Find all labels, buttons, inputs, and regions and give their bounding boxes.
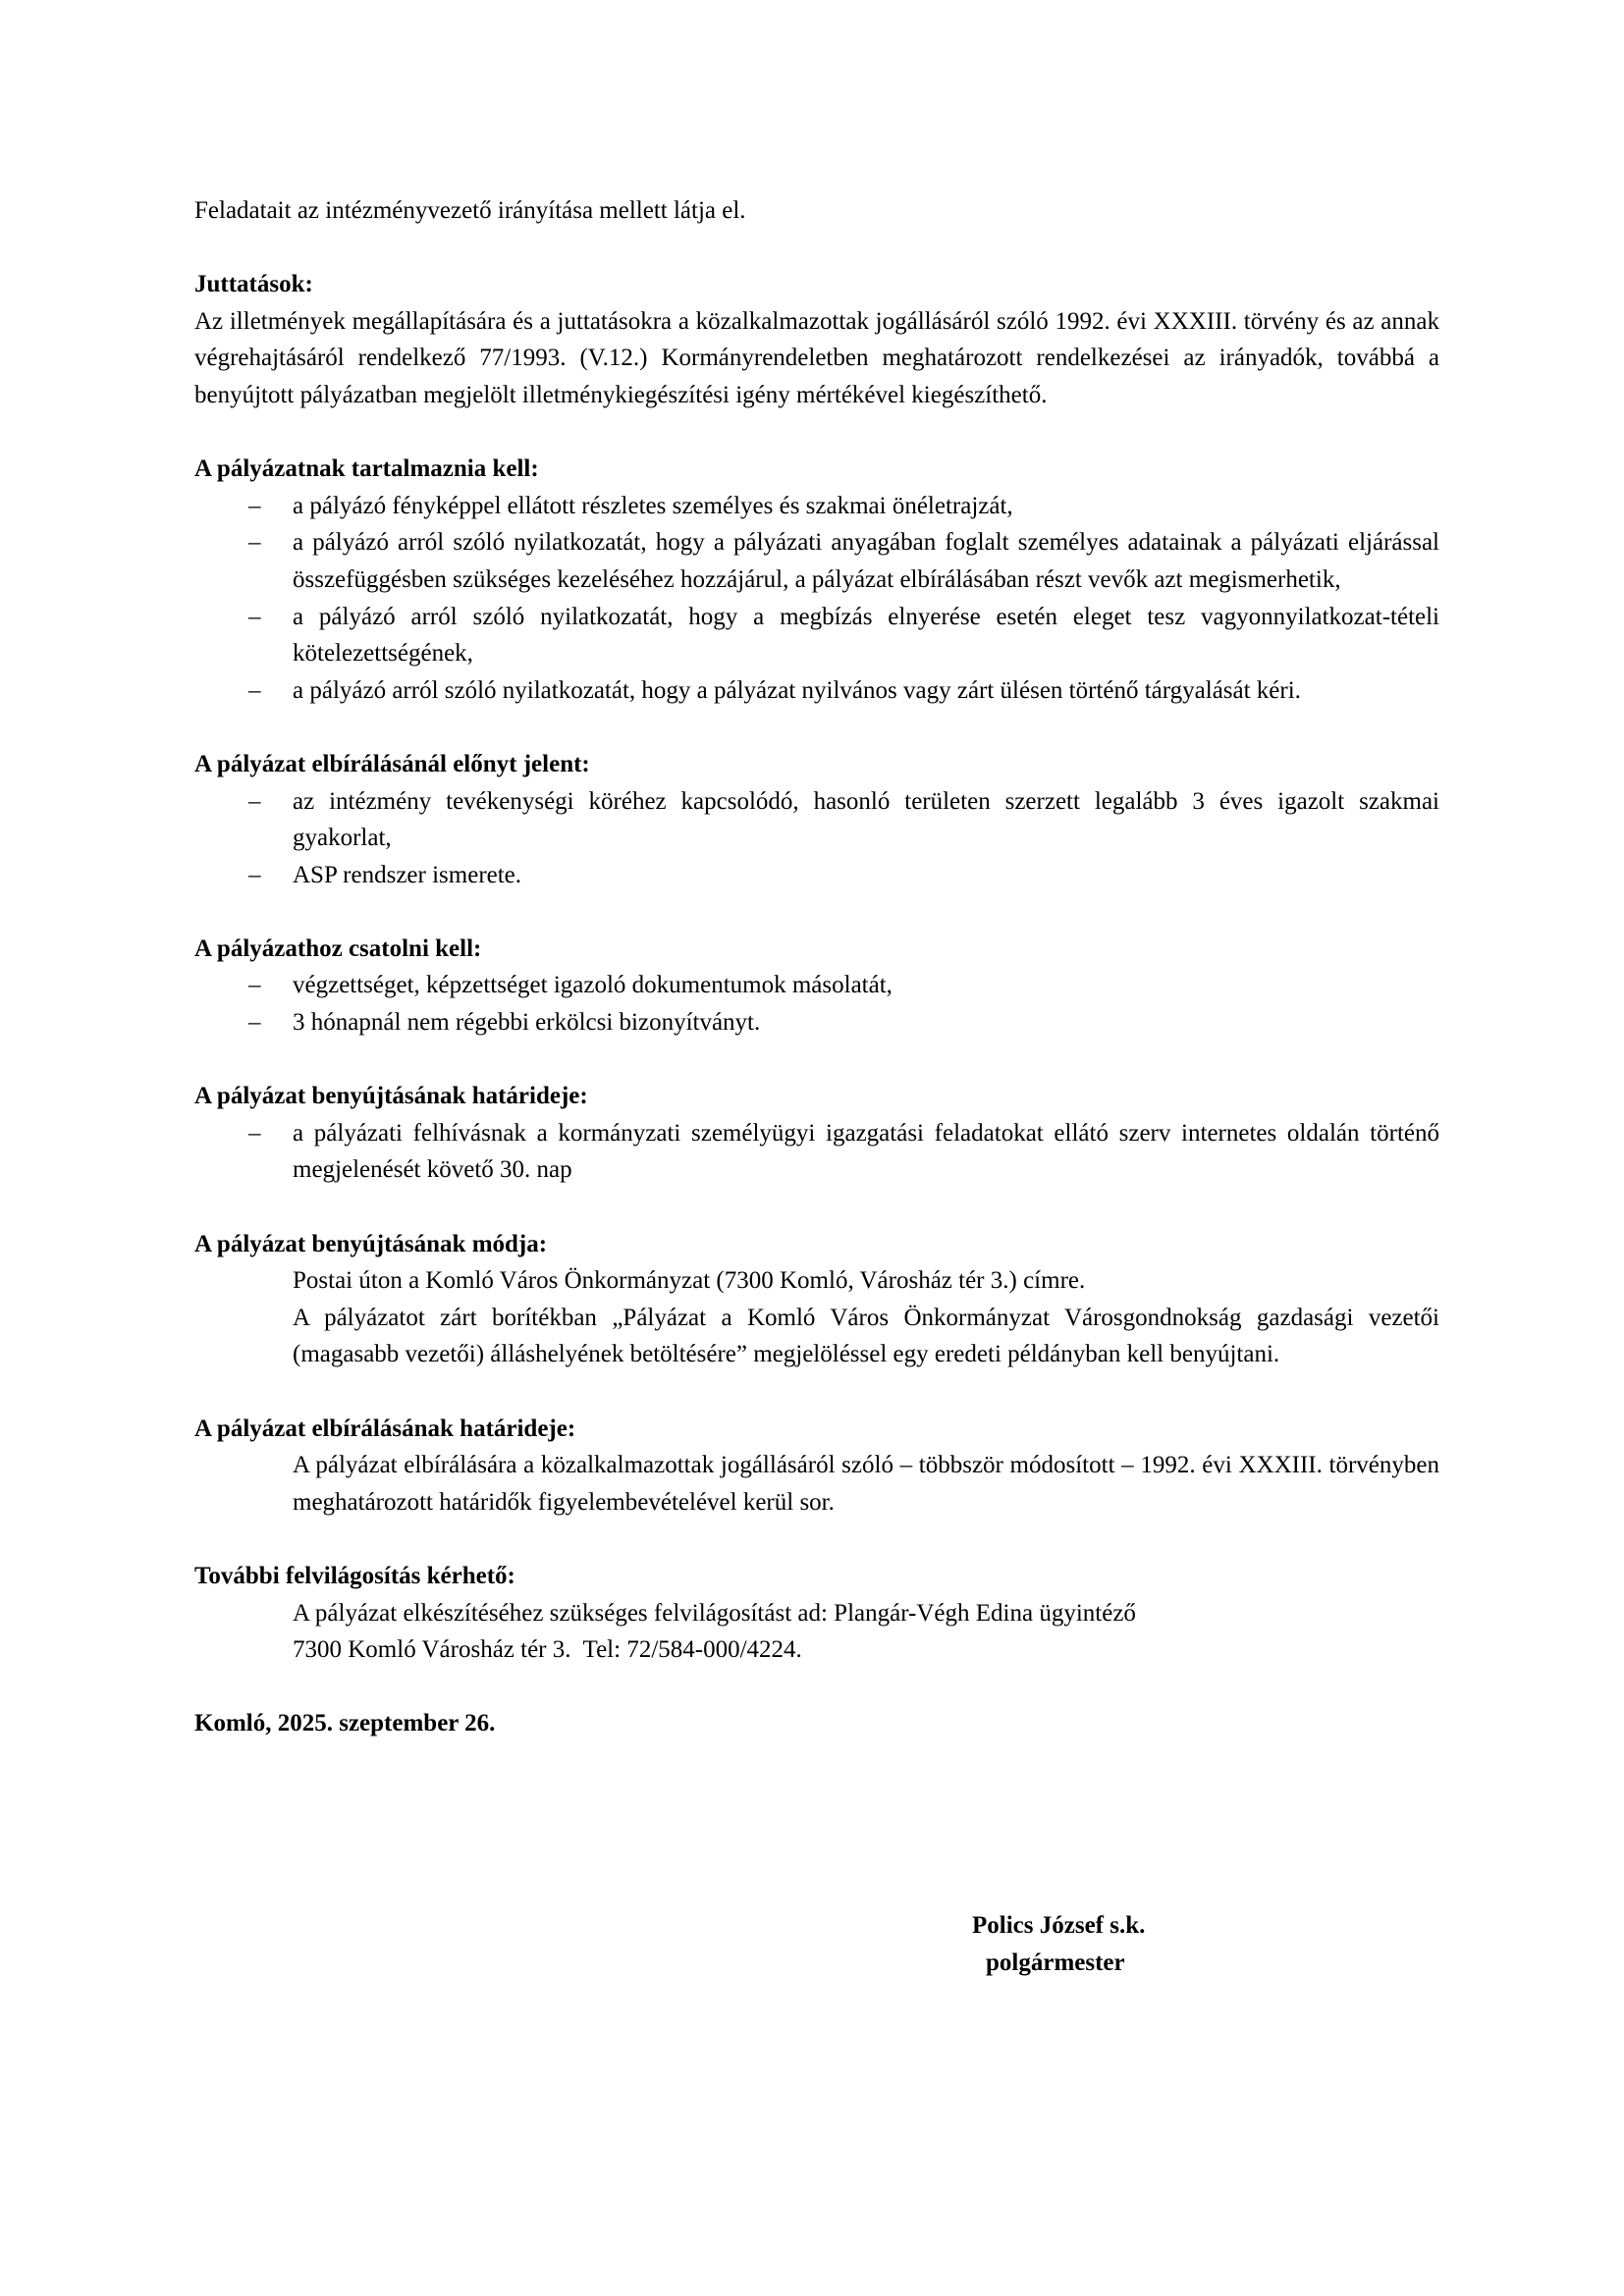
submission-instructions: A pályázatot zárt borítékban „Pályázat a Komló Város Önkormányzat Városgondnokság gazdasági vezetői (magasabb vezetői) álláshelyének betöltésére” megjelöléssel egy eredeti példányban kell benyújtani.: [293, 1304, 1439, 1368]
list-item: – az intézmény tevékenységi köréhez kapcsolódó, hasonló területen szerzett legalább 3 éves igazolt szakmai gyakorlat,: [194, 783, 1439, 857]
benefits-heading: Juttatások:: [194, 271, 313, 298]
evaluation-text: A pályázat elbírálására a közalkalmazottak jogállásáról szóló – többször módosított – 1992. évi XXXIII. törvényben meghatározott határidők figyelembevételével kerül sor.: [293, 1452, 1439, 1516]
deadline-section: [194, 1078, 1439, 1189]
list-item: – a pályázó fényképpel ellátott részletes személyes és szakmai önéletrajzát,: [194, 488, 1439, 525]
dash-bullet-icon: –: [248, 972, 261, 999]
dash-bullet-icon: –: [248, 1119, 261, 1147]
document-page: [194, 192, 1439, 1742]
dash-bullet-icon: –: [248, 787, 261, 815]
list-item: – a pályázati felhívásnak a kormányzati személyügyi igazgatási feladatokat ellátó szerv internetes oldalán történő megjelenését követő 30. nap: [194, 1115, 1439, 1189]
attachments-section: [194, 931, 1439, 1041]
list-item: – a pályázó arról szóló nyilatkozatát, hogy a pályázati anyagában foglalt személyes adatainak a pályázati eljárással összefüggésben szükséges kezeléséhez hozzájárul, a pályázat elbírálásában részt vevők azt megismerhetik,: [194, 524, 1439, 598]
signatory-title: polgármester: [986, 1949, 1125, 1976]
list-item: – a pályázó arról szóló nyilatkozatát, hogy a pályázat nyilvános vagy zárt ülésen történő tárgyalását kéri.: [194, 672, 1439, 710]
advantages-heading: A pályázat elbírálásánál előnyt jelent:: [194, 750, 590, 777]
place-date: Komló, 2025. szeptember 26.: [194, 1710, 496, 1737]
intro-text: Feladatait az intézményvezető irányítása mellett látja el.: [194, 197, 746, 224]
benefits-text: Az illetmények megállapítására és a juttatásokra a közalkalmazottak jogállásáról szóló 1992. évi XXXIII. törvény és az annak végrehajtásáról rendelkező 77/1993. (V.12.) Kormányrendeletben meghatározott rendelkezései az irányadók, továbbá a benyújtott pályázatban megjelölt illetménykiegészítési igény mértékével kiegészíthető.: [194, 307, 1439, 408]
advantages-section: [194, 746, 1439, 893]
dash-bullet-icon: –: [248, 529, 261, 557]
signatory-name: Polics József s.k.: [972, 1912, 1146, 1939]
evaluation-heading: A pályázat elbírálásának határideje:: [194, 1415, 576, 1442]
info-heading: További felvilágosítás kérhető:: [194, 1562, 515, 1589]
evaluation-section: [194, 1411, 1439, 1522]
list-item: – 3 hónapnál nem régebbi erkölcsi bizonyítványt.: [194, 1004, 1439, 1041]
contents-heading: A pályázatnak tartalmaznia kell:: [194, 455, 539, 483]
deadline-list: [194, 1115, 1439, 1189]
signature-block: [972, 1907, 1145, 1981]
list-item: – végzettséget, képzettséget igazoló dokumentumok másolatát,: [194, 967, 1439, 1004]
dash-bullet-icon: –: [248, 676, 261, 704]
list-item: – a pályázó arról szóló nyilatkozatát, hogy a megbízás elnyerése esetén eleget tesz vagyonnyilatkozat-tételi kötelezettségének,: [194, 599, 1439, 672]
info-section: [194, 1558, 1439, 1669]
contents-section: [194, 451, 1439, 709]
submission-address: Postai úton a Komló Város Önkormányzat (7300 Komló, Városház tér 3.) címre.: [293, 1267, 1086, 1295]
contents-list: [194, 488, 1439, 710]
attachments-heading: A pályázathoz csatolni kell:: [194, 934, 482, 962]
submission-section: [194, 1226, 1439, 1373]
dash-bullet-icon: –: [248, 1009, 261, 1037]
deadline-heading: A pályázat benyújtásának határideje:: [194, 1083, 588, 1110]
advantages-list: [194, 783, 1439, 894]
list-item: – ASP rendszer ismerete.: [194, 857, 1439, 894]
dash-bullet-icon: –: [248, 861, 261, 888]
benefits-section: [194, 266, 1439, 413]
info-contact: A pályázat elkészítéséhez szükséges felvilágosítást ad: Plangár-Végh Edina ügyintéző: [293, 1599, 1136, 1627]
dash-bullet-icon: –: [248, 492, 261, 519]
dash-bullet-icon: –: [248, 603, 261, 630]
info-address-phone: 7300 Komló Városház tér 3. Tel: 72/584-000/4224.: [293, 1636, 802, 1664]
submission-heading: A pályázat benyújtásának módja:: [194, 1230, 548, 1257]
attachments-list: [194, 967, 1439, 1041]
